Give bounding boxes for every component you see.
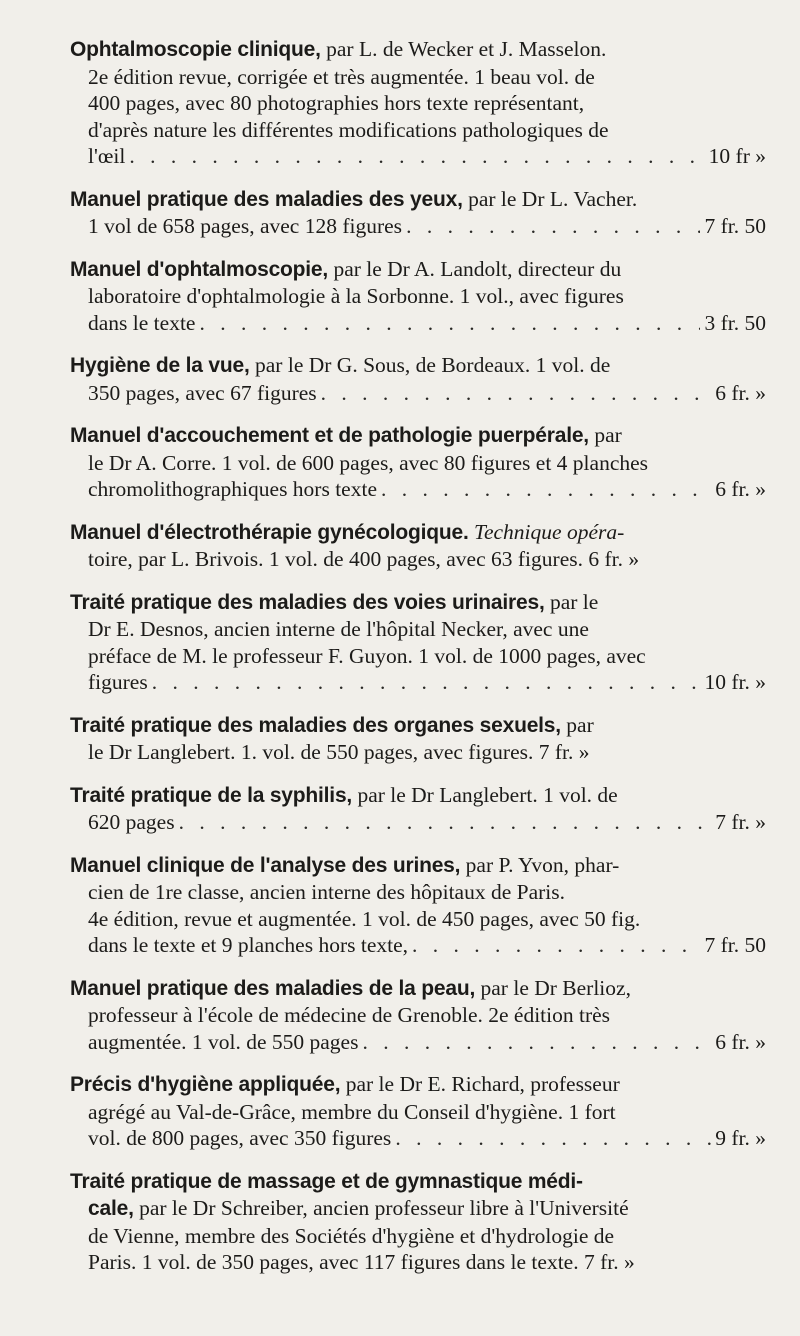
- catalog-entry: [70, 782, 766, 836]
- entry-title: Traité pratique de la syphilis,: [70, 783, 353, 807]
- catalog-entry: [70, 712, 766, 766]
- catalog-entry: [70, 589, 766, 696]
- entry-price: 6 fr. »: [715, 1029, 766, 1054]
- catalog-entry: [70, 186, 766, 240]
- entry-text: chromolithographiques hors texte: [88, 477, 377, 501]
- entry-text: 350 pages, avec 67 figures: [88, 380, 317, 405]
- entry-text: d'après nature les différentes modifications pathologiques de: [88, 117, 609, 142]
- catalog-entry: [70, 36, 766, 170]
- entry-text: figures: [88, 670, 148, 694]
- entry-text: 2e édition revue, corrigée et très augmentée. 1 beau vol. de: [88, 64, 595, 89]
- leader-dots: [199, 310, 700, 337]
- entry-text: de Vienne, membre des Sociétés d'hygiène et d'hydrologie de: [88, 1223, 615, 1248]
- leader-dots: [321, 380, 712, 407]
- entry-title: Précis d'hygiène appliquée,: [70, 1073, 341, 1096]
- entry-text: par le: [549, 589, 599, 614]
- catalog-entry: [70, 1071, 766, 1152]
- entry-title: Manuel d'accouchement et de pathologie puerpérale,: [70, 424, 589, 447]
- entry-title: Manuel clinique de l'analyse des urines,: [70, 853, 461, 877]
- entry-price-line: [70, 809, 766, 836]
- entry-price-line: [70, 669, 766, 696]
- entry-title: Traité pratique de massage et de gymnastique médi-: [70, 1169, 583, 1193]
- entry-title: Manuel pratique des maladies de la peau,: [70, 976, 476, 1000]
- entry-text: dans le texte: [88, 310, 196, 335]
- entry-price: 6 fr. »: [715, 380, 766, 405]
- entry-price-line: [70, 380, 766, 407]
- entry-text: par le Dr A. Landolt, directeur du: [333, 256, 622, 281]
- entry-text: par P. Yvon, phar-: [465, 852, 620, 877]
- entry-text: dans le texte et 9 planches hors texte,: [88, 933, 409, 957]
- entry-text: vol. de 800 pages, avec 350 figures: [88, 1126, 392, 1150]
- entry-text: cien de 1re classe, ancien interne des hôpitaux de Paris.: [88, 880, 565, 904]
- entry-text: par le Dr Berlioz,: [480, 975, 631, 1000]
- entry-text: Technique opéra-: [473, 519, 625, 544]
- catalog-entry: [70, 519, 766, 573]
- entry-title: Ophtalmoscopie clinique,: [70, 38, 321, 61]
- entry-text: professeur à l'école de médecine de Grenoble. 2e édition très: [88, 1003, 611, 1027]
- entry-text: par le Dr Schreiber, ancien professeur libre à l'Université: [139, 1196, 629, 1220]
- entry-text: Dr E. Desnos, ancien interne de l'hôpital Necker, avec une: [88, 617, 589, 641]
- entry-price-line: [70, 476, 766, 503]
- entry-text: par le Dr Langlebert. 1 vol. de: [357, 782, 618, 807]
- entry-text: par le Dr L. Vacher.: [468, 186, 638, 211]
- entry-text: le Dr Langlebert. 1. vol. de 550 pages, avec figures. 7 fr. »: [88, 740, 590, 764]
- entry-text: agrégé au Val-de-Grâce, membre du Conseil d'hygiène. 1 fort: [88, 1099, 616, 1124]
- entry-text: Paris. 1 vol. de 350 pages, avec 117 figures dans le texte. 7 fr. »: [88, 1250, 635, 1274]
- entry-price: 3 fr. 50: [704, 310, 766, 335]
- entry-text: le Dr A. Corre. 1 vol. de 600 pages, avec 80 figures et 4 planches: [88, 450, 649, 475]
- entry-title: Manuel pratique des maladies des yeux,: [70, 187, 463, 211]
- entry-text: par: [594, 423, 622, 447]
- entry-price-line: [70, 310, 766, 337]
- catalog-entry: [70, 352, 766, 406]
- entry-text: augmentée. 1 vol. de 550 pages: [88, 1029, 359, 1054]
- entry-price-line: [70, 932, 766, 959]
- entry-text: par le Dr G. Sous, de Bordeaux. 1 vol. de: [255, 353, 611, 377]
- entry-text: préface de M. le professeur F. Guyon. 1 vol. de 1000 pages, avec: [88, 643, 646, 668]
- entry-text: 620 pages: [88, 810, 175, 834]
- entry-price: 6 fr. »: [715, 477, 766, 501]
- entry-title: Manuel d'électrothérapie gynécologique.: [70, 520, 469, 544]
- entry-title: Traité pratique des maladies des voies urinaires,: [70, 590, 545, 614]
- leader-dots: [129, 143, 704, 170]
- entry-text: 400 pages, avec 80 photographies hors texte représentant,: [88, 91, 585, 115]
- entry-price: 7 fr. 50: [704, 933, 766, 957]
- entry-price-line: [70, 143, 766, 170]
- entry-price-line: [70, 213, 766, 240]
- leader-dots: [381, 476, 711, 503]
- catalog-entry: [70, 1168, 766, 1276]
- catalog-entry: [70, 975, 766, 1056]
- catalog-entry: [70, 422, 766, 503]
- entry-title: Traité pratique des maladies des organes sexuels,: [70, 713, 561, 737]
- entry-text: 4e édition, revue et augmentée. 1 vol. de 450 pages, avec 50 fig.: [88, 906, 641, 931]
- leader-dots: [406, 213, 700, 240]
- catalog-entry: [70, 852, 766, 959]
- entry-title-continuation: cale,: [88, 1197, 134, 1220]
- entry-text: 1 vol de 658 pages, avec 128 figures: [88, 214, 403, 238]
- entry-price: 7 fr. »: [715, 810, 766, 834]
- entry-title: Manuel d'ophtalmoscopie,: [70, 257, 329, 281]
- entry-title: Hygiène de la vue,: [70, 354, 250, 377]
- entry-price-line: [70, 1125, 766, 1152]
- entry-text: laboratoire d'ophtalmologie à la Sorbonne. 1 vol., avec figures: [88, 284, 624, 308]
- entry-price: 9 fr. »: [715, 1126, 766, 1150]
- entry-text: par le Dr E. Richard, professeur: [345, 1072, 620, 1096]
- leader-dots: [179, 809, 712, 836]
- entry-price: 10 fr. »: [704, 670, 766, 694]
- leader-dots: [362, 1029, 711, 1056]
- leader-dots: [412, 932, 700, 959]
- entry-price: 10 fr »: [708, 144, 766, 168]
- leader-dots: [395, 1125, 711, 1152]
- leader-dots: [152, 669, 701, 696]
- entry-text: l'œil: [88, 144, 126, 168]
- entry-price: 7 fr. 50: [704, 214, 766, 238]
- catalog-entry: [70, 256, 766, 337]
- entry-price-line: [70, 1029, 766, 1056]
- entry-text: toire, par L. Brivois. 1 vol. de 400 pages, avec 63 figures. 6 fr. »: [88, 547, 640, 571]
- entry-text: par L. de Wecker et J. Masselon.: [326, 37, 607, 61]
- entry-text: par: [566, 712, 594, 737]
